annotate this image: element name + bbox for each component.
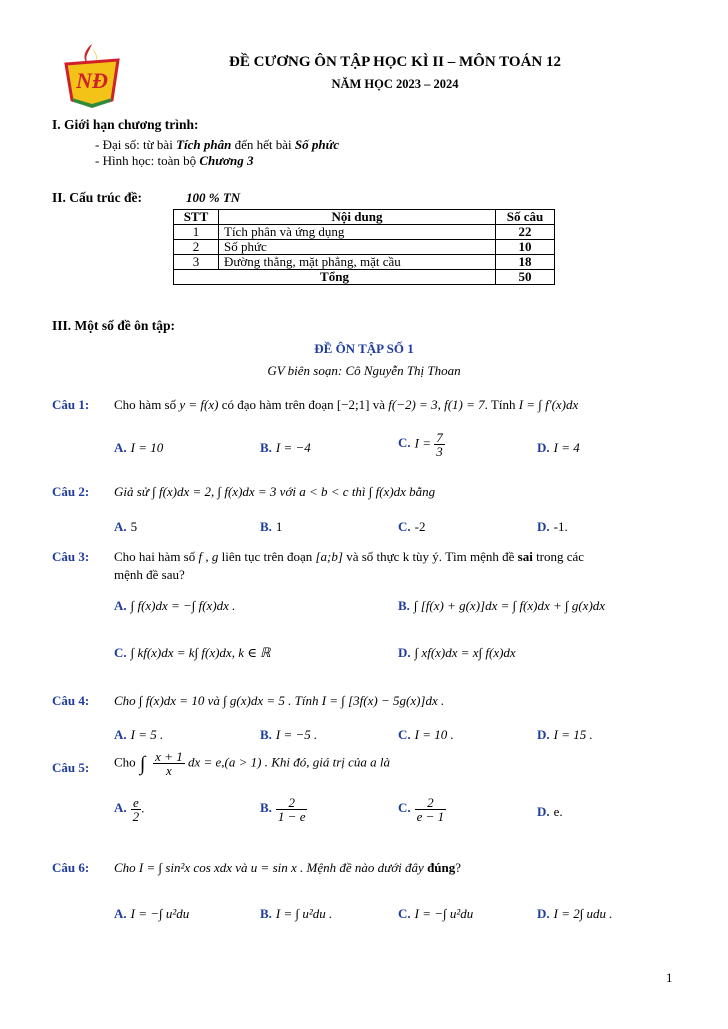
option-b: B. 1 bbox=[260, 519, 283, 534]
page-title: ĐỀ CƯƠNG ÔN TẬP HỌC KÌ II – MÔN TOÁN 12 bbox=[229, 54, 561, 70]
option-c: C. ∫ kf(x)dx = k∫ f(x)dx, k ∈ ℝ bbox=[114, 645, 271, 660]
option-b: B. $\frac{2}{1 - e}$ bbox=[260, 795, 306, 824]
table-cell: Đường thẳng, mặt phẳng, mặt cầu bbox=[219, 255, 496, 270]
option-a: A. I = −∫ u²du bbox=[114, 906, 190, 921]
option-c: C. I = 10 . bbox=[398, 727, 454, 742]
option-c: C. -2 bbox=[398, 519, 426, 534]
exam-format: 100 % TN bbox=[186, 190, 241, 205]
option-b: B. I = −5 . bbox=[260, 727, 318, 742]
question-label: Câu 5: bbox=[52, 760, 90, 775]
logo-text: NĐ bbox=[76, 68, 108, 93]
table-cell: 3 bbox=[174, 255, 219, 270]
table-cell: 10 bbox=[496, 240, 555, 255]
option-a: A. I = 10 bbox=[114, 440, 164, 455]
question-label: Câu 2: bbox=[52, 484, 90, 499]
table-cell: 1 bbox=[174, 225, 219, 240]
question-text: Cho I = ∫ sin²x cos xdx và u = sin x . Mệnh đề nào dưới đây đúng? bbox=[114, 860, 462, 875]
question-text: Cho hàm số y = f(x) có đạo hàm trên đoạn [−2;1] và f(−2) = 3, f(1) = 7. Tính I = ∫ f′(x)dx bbox=[114, 397, 579, 412]
table-cell: 18 bbox=[496, 255, 555, 270]
school-logo bbox=[62, 42, 122, 108]
option-b: B. I = −4 bbox=[260, 440, 311, 455]
option-c: C. I = $\frac{7}{3}$ bbox=[398, 430, 443, 459]
table-cell: 22 bbox=[496, 225, 555, 240]
table-total-value: 50 bbox=[496, 270, 555, 285]
section1-heading: I. Giới hạn chương trình: bbox=[52, 117, 199, 132]
option-c: C. $\frac{2}{e - 1}$ bbox=[398, 795, 445, 824]
question-label: Câu 6: bbox=[52, 860, 90, 875]
option-a: A. I = 5 . bbox=[114, 727, 164, 742]
page-number: 1 bbox=[666, 970, 673, 985]
option-a: A. $\frac{e}{2}$ . bbox=[114, 795, 145, 824]
question-text: Cho ∫ $\frac{x + 1}{x}$ dx = e,(a > 1) . Khi đó, giá trị của a là bbox=[114, 749, 391, 778]
table-header-content: Nội dung bbox=[219, 210, 496, 225]
table-header-count: Số câu bbox=[496, 210, 555, 225]
exam-author: GV biên soạn: Cô Nguyễn Thị Thoan bbox=[267, 363, 461, 378]
question-label: Câu 4: bbox=[52, 693, 90, 708]
section1-line2: - Hình học: toàn bộ Chương 3 bbox=[95, 153, 254, 168]
option-d: D. e. bbox=[537, 804, 563, 819]
section1-line1: - Đại số: từ bài Tích phân đến hết bài Số phức bbox=[95, 137, 340, 152]
option-d: D. I = 4 bbox=[537, 440, 580, 455]
question-label: Câu 3: bbox=[52, 549, 90, 564]
option-d: D. ∫ xf(x)dx = x∫ f(x)dx bbox=[398, 645, 516, 660]
page-subtitle: NĂM HỌC 2023 – 2024 bbox=[331, 77, 459, 91]
option-d: D. I = 15 . bbox=[537, 727, 593, 742]
option-c: C. I = −∫ u²du bbox=[398, 906, 474, 921]
table-header-row bbox=[174, 210, 555, 225]
structure-table bbox=[173, 209, 555, 285]
option-b: B. ∫ [f(x) + g(x)]dx = ∫ f(x)dx + ∫ g(x)dx bbox=[398, 598, 606, 613]
table-header-stt: STT bbox=[174, 210, 219, 225]
table-cell: Số phức bbox=[219, 240, 496, 255]
table-row bbox=[174, 225, 555, 240]
option-a: A. 5 bbox=[114, 519, 138, 534]
option-b: B. I = ∫ u²du . bbox=[260, 906, 333, 921]
question-text: Cho ∫ f(x)dx = 10 và ∫ g(x)dx = 5 . Tính I = ∫ [3f(x) − 5g(x)]dx . bbox=[114, 693, 445, 708]
section3-heading: III. Một số đề ôn tập: bbox=[52, 318, 176, 333]
option-a: A. ∫ f(x)dx = −∫ f(x)dx . bbox=[114, 598, 236, 613]
option-d: D. I = 2∫ udu . bbox=[537, 906, 613, 921]
table-total-row bbox=[174, 270, 555, 285]
exam-title: ĐỀ ÔN TẬP SỐ 1 bbox=[314, 341, 414, 356]
table-row bbox=[174, 240, 555, 255]
section2-heading: II. Cấu trúc đề: bbox=[52, 190, 142, 205]
question-label: Câu 1: bbox=[52, 397, 90, 412]
table-total-label: Tổng bbox=[174, 270, 496, 285]
table-cell: Tích phân và ứng dụng bbox=[219, 225, 496, 240]
question-text: Cho hai hàm số f , g liên tục trên đoạn [a;b] và số thực k tùy ý. Tìm mệnh đề sai trong các bbox=[114, 549, 585, 564]
table-row bbox=[174, 255, 555, 270]
question-text-cont: mệnh đề sau? bbox=[114, 567, 185, 582]
option-d: D. -1. bbox=[537, 519, 568, 534]
question-text: Giả sử ∫ f(x)dx = 2, ∫ f(x)dx = 3 với a < b < c thì ∫ f(x)dx bằng bbox=[114, 484, 436, 499]
table-cell: 2 bbox=[174, 240, 219, 255]
